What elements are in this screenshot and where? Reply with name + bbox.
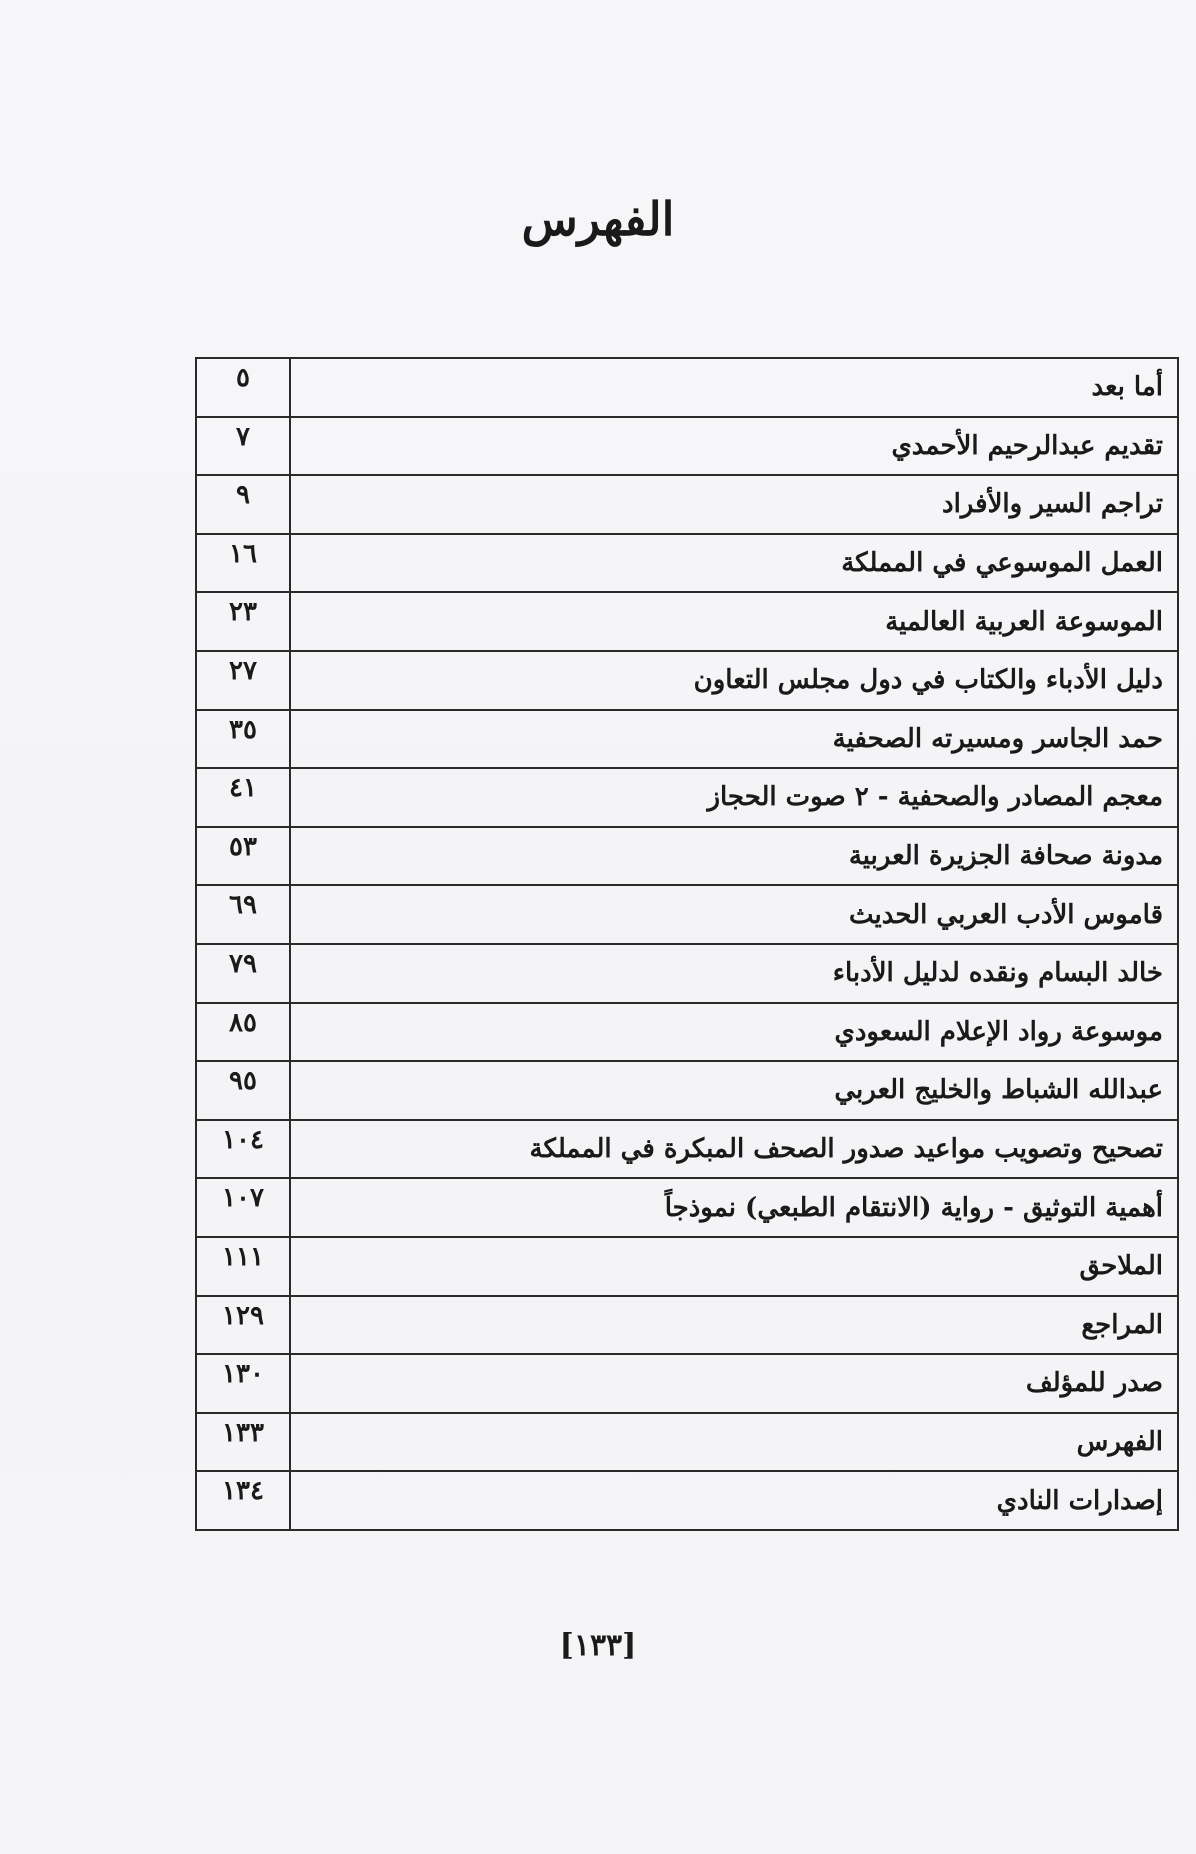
toc-row [196,417,1178,476]
toc-entry-page: ٥ [196,358,290,417]
toc-row [196,358,1178,417]
toc-entry-page: ٧ [196,417,290,476]
toc-entry-title: موسوعة رواد الإعلام السعودي [290,1003,1178,1062]
toc-entry-title: حمد الجاسر ومسيرته الصحفية [290,710,1178,769]
toc-entry-title: قاموس الأدب العربي الحديث [290,885,1178,944]
toc-entry-title: العمل الموسوعي في المملكة [290,534,1178,593]
table-of-contents [195,357,1179,1531]
toc-row [196,1354,1178,1413]
toc-row [196,1178,1178,1237]
toc-entry-page: ٣٥ [196,710,290,769]
toc-entry-page: ١٠٤ [196,1120,290,1179]
toc-entry-page: ١٠٧ [196,1178,290,1237]
toc-entry-page: ٤١ [196,768,290,827]
toc-row [196,475,1178,534]
toc-entry-title: مدونة صحافة الجزيرة العربية [290,827,1178,886]
toc-row [196,1471,1178,1530]
toc-row [196,651,1178,710]
toc-entry-page: ١٣٣ [196,1413,290,1472]
toc-entry-page: ٩ [196,475,290,534]
toc-entry-title: المراجع [290,1296,1178,1355]
toc-entry-page: ٩٥ [196,1061,290,1120]
toc-row [196,1003,1178,1062]
toc-row [196,1120,1178,1179]
toc-row [196,944,1178,1003]
toc-row [196,534,1178,593]
toc-entry-page: ١٢٩ [196,1296,290,1355]
toc-entry-page: ١٣٤ [196,1471,290,1530]
toc-row [196,1296,1178,1355]
toc-entry-title: الملاحق [290,1237,1178,1296]
toc-row [196,827,1178,886]
toc-row [196,1237,1178,1296]
toc-entry-page: ٥٣ [196,827,290,886]
page-number: [١٣٣] [559,1628,637,1663]
page-title: الفهرس [521,192,675,246]
toc-entry-title: الموسوعة العربية العالمية [290,592,1178,651]
toc-entry-title: أهمية التوثيق - رواية (الانتقام الطبعي) نموذجاً [290,1178,1178,1237]
toc-entry-page: ١٦ [196,534,290,593]
toc-entry-page: ١١١ [196,1237,290,1296]
toc-entry-title: معجم المصادر والصحفية - ٢ صوت الحجاز [290,768,1178,827]
toc-entry-page: ٢٧ [196,651,290,710]
toc-entry-title: أما بعد [290,358,1178,417]
toc-entry-title: دليل الأدباء والكتاب في دول مجلس التعاون [290,651,1178,710]
toc-row [196,710,1178,769]
toc-entry-page: ٨٥ [196,1003,290,1062]
toc-entry-title: عبدالله الشباط والخليج العربي [290,1061,1178,1120]
toc-row [196,768,1178,827]
toc-entry-page: ١٣٠ [196,1354,290,1413]
toc-entry-title: صدر للمؤلف [290,1354,1178,1413]
toc-entry-title: الفهرس [290,1413,1178,1472]
toc-row [196,1061,1178,1120]
toc-entry-title: تقديم عبدالرحيم الأحمدي [290,417,1178,476]
toc-entry-title: تراجم السير والأفراد [290,475,1178,534]
toc-entry-page: ٧٩ [196,944,290,1003]
toc-entry-page: ٢٣ [196,592,290,651]
toc-entry-title: إصدارات النادي [290,1471,1178,1530]
toc-entry-title: خالد البسام ونقده لدليل الأدباء [290,944,1178,1003]
toc-row [196,1413,1178,1472]
toc-row [196,592,1178,651]
toc-entry-page: ٦٩ [196,885,290,944]
toc-entry-title: تصحيح وتصويب مواعيد صدور الصحف المبكرة في المملكة [290,1120,1178,1179]
toc-row [196,885,1178,944]
